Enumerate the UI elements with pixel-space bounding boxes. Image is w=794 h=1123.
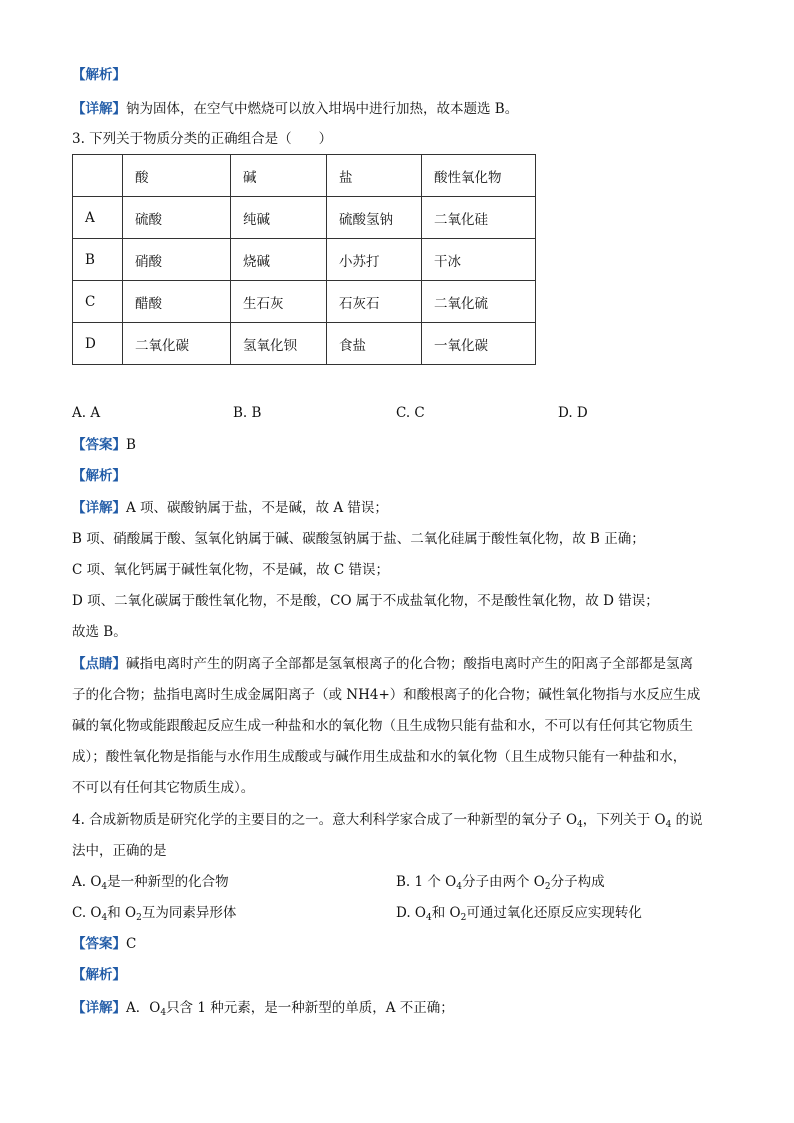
q4-option-a [72,873,229,896]
table-cell: 一氧化碳 [422,323,536,365]
table-cell: 烧碱 [231,239,327,281]
comment-text: 碱指电离时产生的阴离子全部都是氢氧根离子的化合物；酸指电离时产生的阳离子全部都是氢离 [126,656,693,672]
q3-option-b: B. B [233,405,262,421]
q4-stem-part: ，下列关于 O [582,812,666,828]
q4-answer-line [72,935,136,953]
detail-text: A 项、碳酸钠属于盐，不是碱，故 A 错误； [126,500,388,516]
q3-option-a: A. A [72,405,101,421]
analysis-label: 【解析】 [72,67,126,83]
detail-text: 故选 B。 [72,624,127,640]
table-cell [73,155,123,197]
detail-text: 只含 1 种元素，是一种新型的单质，A 不正确； [166,1000,454,1016]
option-text: A. O [72,874,102,890]
subscript: 4 [456,882,462,892]
table-row [73,281,536,323]
subscript: 2 [544,882,551,892]
table-cell: 石灰石 [327,281,422,323]
comment-text: 成）；酸性氧化物是指能与水作用生成酸或与碱作用生成盐和水的氧化物（且生成物只能有一种盐和水， [72,749,687,765]
option-text: 互为同素异形体 [141,905,237,921]
table-cell: 生石灰 [231,281,327,323]
detail-text: A．O [126,1000,161,1016]
q3-table-header [73,155,536,197]
prev-detail-text: 钠为固体，在空气中燃烧可以放入坩埚中进行加热，故本题选 B。 [126,101,519,117]
detail-label: 【详解】 [72,1000,126,1016]
table-row [73,239,536,281]
table-cell: D [73,323,123,365]
table-cell: 氢氧化钡 [231,323,327,365]
table-cell: 硫酸 [123,197,231,239]
detail-label: 【详解】 [72,101,126,117]
detail-text: D 项、二氧化碳属于酸性氧化物，不是酸，CO 属于不成盐氧化物，不是酸性氧化物，故 D 错误； [72,593,659,609]
subscript: 4 [665,820,672,830]
subscript: 4 [160,1008,167,1018]
table-cell: 酸 [123,155,231,197]
option-text: 可通过氧化还原反应实现转化 [466,905,642,921]
table-row [73,323,536,365]
analysis-label: 【解析】 [72,967,126,983]
detail-text: B 项、硝酸属于酸、氢氧化钠属于碱、碳酸氢钠属于盐、二氧化硅属于酸性氧化物，故 B 正确； [72,531,645,547]
subscript: 4 [101,882,108,892]
subscript: 2 [460,913,467,923]
answer-label: 【答案】 [72,936,126,952]
table-row [73,197,536,239]
q4-option-b [396,873,605,896]
option-text: B. 1 个 O [396,874,457,890]
q4-answer: C [126,936,137,952]
q3-option-d: D. D [558,405,588,421]
comment-text: 子的化合物；盐指电离时生成金属阳离子（或 NH4+）和酸根离子的化合物；碱性氧化物指与水反应生成 [72,687,701,703]
q4-stem-part: 的说 [671,812,703,828]
comment-text: 不可以有任何其它物质生成）。 [72,780,255,796]
table-cell: 醋酸 [123,281,231,323]
q3-option-c: C. C [396,405,425,421]
q4-detail-line [72,999,454,1022]
subscript: 4 [101,913,108,923]
table-cell: 硫酸氢钠 [327,197,422,239]
answer-label: 【答案】 [72,437,126,453]
option-text: 和 O [107,905,137,921]
table-cell: 二氧化硅 [422,197,536,239]
analysis-tag [72,66,126,84]
q3-stem: 3. 下列关于物质分类的正确组合是（ ） [72,131,333,147]
q3-comment-line [72,655,693,673]
table-cell: 碱 [231,155,327,197]
comment-label: 【点睛】 [72,656,126,672]
option-text: 分子构成 [550,874,605,890]
comment-text: 碱的氧化物或能跟酸起反应生成一种盐和水的氧化物（且生成物只能有盐和水，不可以有任何其它物质生 [72,718,693,734]
table-cell: 硝酸 [123,239,231,281]
analysis-label: 【解析】 [72,468,126,484]
q4-stem-line1 [72,811,703,834]
option-text: C. O [72,905,102,921]
table-cell: C [73,281,123,323]
option-text: D. O [396,905,426,921]
table-cell: B [73,239,123,281]
table-cell: 干冰 [422,239,536,281]
q4-stem-part: 4. 合成新物质是研究化学的主要目的之一。意大利科学家合成了一种新型的氧分子 O [72,812,578,828]
q4-analysis-line [72,966,126,984]
q4-stem-line2: 法中，正确的是 [72,843,167,859]
table-cell: 盐 [327,155,422,197]
subscript: 4 [577,820,583,830]
table-cell: 纯碱 [231,197,327,239]
table-cell: A [73,197,123,239]
table-cell: 食盐 [327,323,422,365]
table-cell: 二氧化碳 [123,323,231,365]
detail-text: C 项、氧化钙属于碱性氧化物，不是碱，故 C 错误； [72,562,390,578]
q4-option-d [396,904,642,927]
q4-option-c [72,904,236,927]
detail-label: 【详解】 [72,500,126,516]
table-cell: 小苏打 [327,239,422,281]
option-text: 是一种新型的化合物 [107,874,229,890]
table-cell: 二氧化硫 [422,281,536,323]
subscript: 2 [136,913,142,923]
q3-table [72,154,536,365]
option-text: 分子由两个 O [461,874,545,890]
q3-answer: B [126,437,136,453]
q3-detail-line [72,499,388,517]
prev-detail-line [72,100,518,118]
subscript: 4 [426,913,432,923]
option-text: 和 O [431,905,461,921]
table-cell: 酸性氧化物 [422,155,536,197]
q3-answer-line [72,436,136,454]
q3-analysis-line [72,467,126,485]
